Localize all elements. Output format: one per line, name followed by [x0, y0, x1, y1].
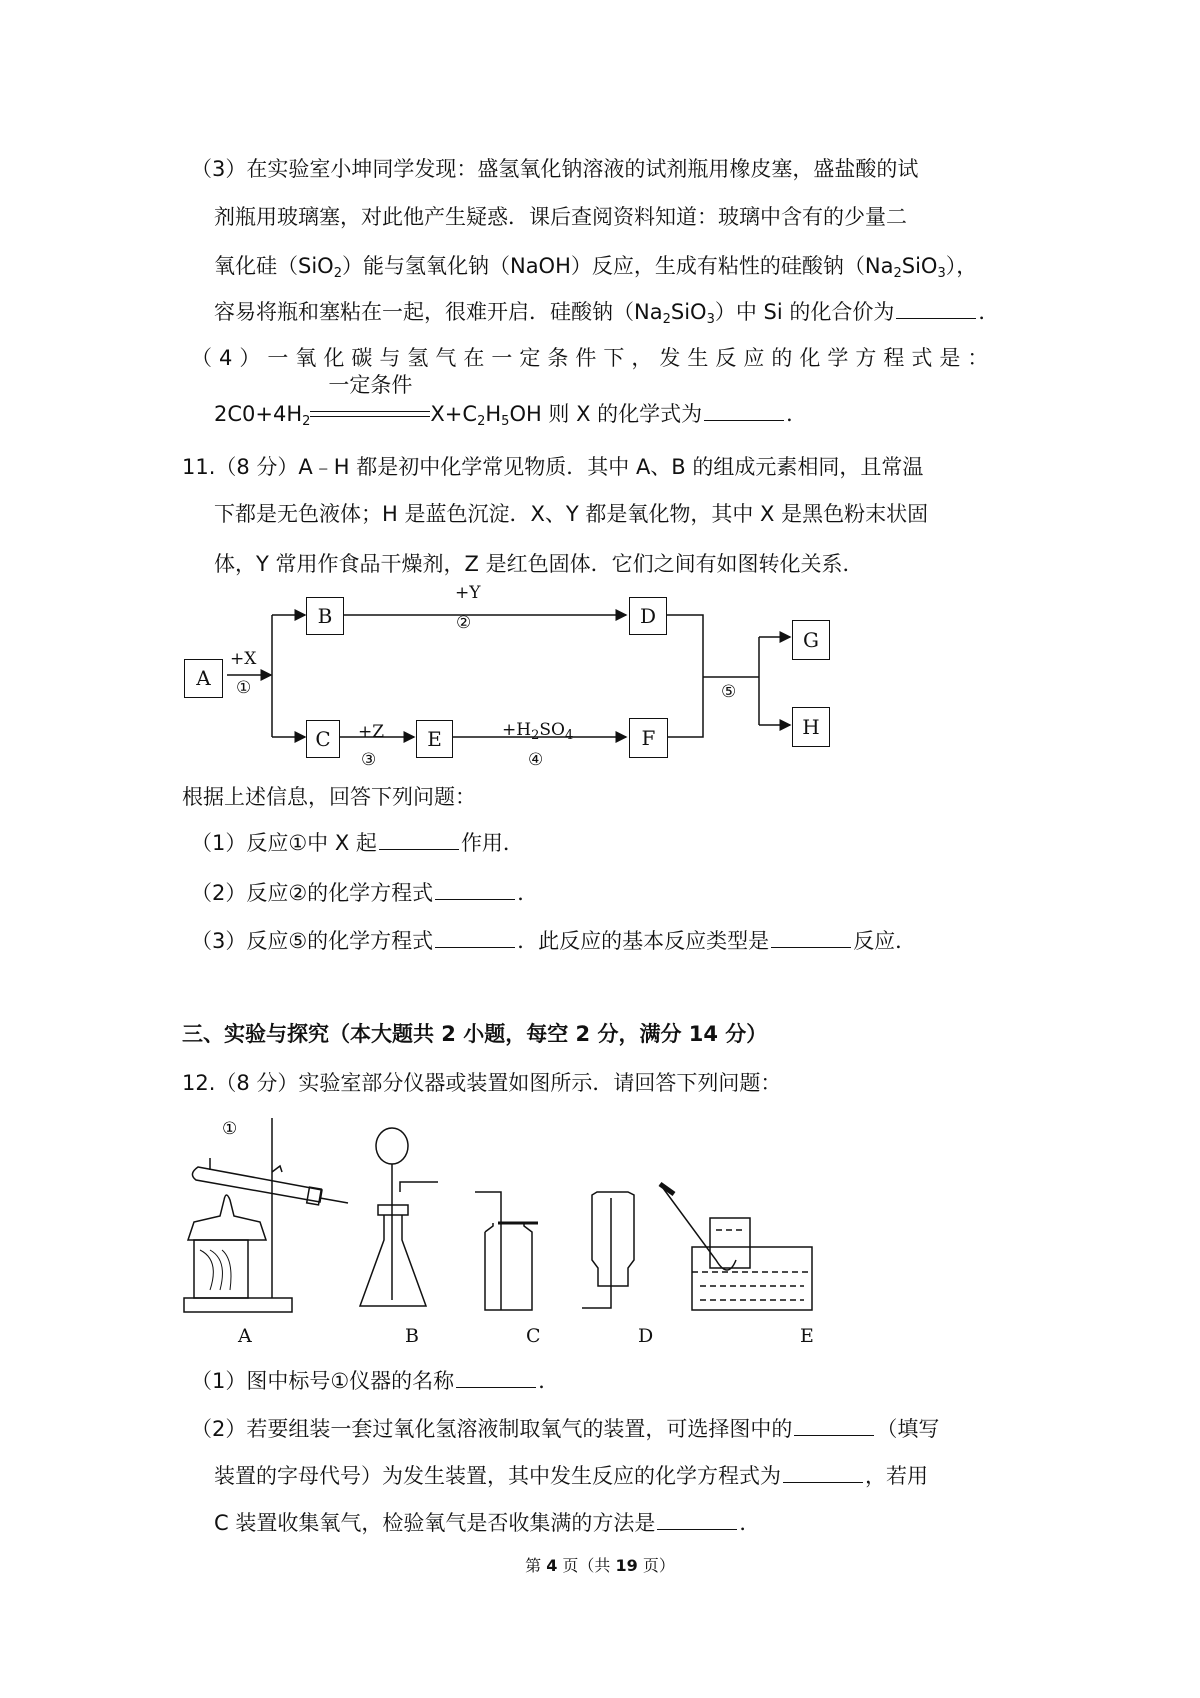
text: ，若用: [865, 1464, 928, 1488]
bottle-d: [592, 1192, 634, 1286]
q10-part3-line3: [214, 252, 977, 280]
stand-base: [184, 1298, 292, 1312]
text: （1）反应①中 X 起: [191, 831, 377, 855]
text: +H: [502, 720, 532, 740]
label-plus-x: +X: [230, 649, 257, 669]
q12-line1: 12.（8 分）实验室部分仪器或装置如图所示．请回答下列问题：: [182, 1071, 782, 1095]
label-plus-z: +Z: [358, 722, 385, 742]
apparatus-label-d: D: [638, 1325, 654, 1347]
text: 2C0+4H: [214, 402, 303, 426]
tube-d: [582, 1198, 611, 1308]
text: ．: [786, 402, 808, 426]
label-reaction-2: ②: [456, 613, 472, 633]
q12-q2-line3: [214, 1509, 760, 1537]
subscript: 4: [564, 728, 574, 743]
q10-part4-equation: [214, 373, 808, 429]
test-tube: [192, 1167, 322, 1202]
box-a: A: [184, 659, 223, 698]
answer-blank[interactable]: [794, 1415, 874, 1436]
text: X+C: [430, 402, 478, 426]
text: ），: [945, 254, 978, 278]
text: ．: [517, 881, 539, 905]
apparatus-c: [475, 1192, 538, 1310]
subscript: 2: [893, 266, 902, 281]
label-plus-h2so4: [502, 720, 574, 743]
subscript: 2: [333, 266, 342, 281]
wood-block: [194, 1240, 248, 1298]
q12-q2-line2: [214, 1462, 928, 1490]
text: C 装置收集氧气，检验氧气是否收集满的方法是: [214, 1511, 656, 1535]
q10-part3-line4: [214, 298, 999, 326]
text: 氧化硅（SiO: [214, 254, 334, 278]
q12-q2-line1: [191, 1415, 939, 1443]
apparatus-label-b: B: [405, 1325, 419, 1347]
wood-grain: [200, 1250, 231, 1290]
q10-part3-line1: （3）在实验室小坤同学发现：盛氢氧化钠溶液的试剂瓶用橡皮塞，盛盐酸的试: [191, 157, 919, 181]
text: 页（共: [557, 1556, 616, 1575]
answer-blank[interactable]: [783, 1462, 863, 1483]
subscript: 2: [531, 728, 540, 743]
conical-flask: [360, 1215, 426, 1306]
subscript: 3: [706, 312, 715, 327]
gas-tube: [400, 1182, 438, 1192]
apparatus-d: [582, 1192, 634, 1308]
flask-stopper: [378, 1205, 408, 1215]
q12-q1: [191, 1367, 559, 1395]
subscript: 3: [937, 266, 946, 281]
text: OH 则 X 的化学式为: [509, 402, 703, 426]
answer-blank[interactable]: [435, 927, 515, 948]
subscript: 5: [501, 414, 510, 429]
page-footer: [0, 1553, 1200, 1576]
clamp: [272, 1166, 282, 1172]
delivery-tube-e: [660, 1184, 736, 1270]
total-pages: 19: [615, 1556, 638, 1575]
delivery-tube: [320, 1198, 348, 1203]
answer-blank[interactable]: [379, 829, 459, 850]
text: （2）若要组装一套过氧化氢溶液制取氧气的装置，可选择图中的: [191, 1417, 793, 1441]
q11-q1: [191, 829, 524, 857]
text: 装置的字母代号）为发生装置，其中发生反应的化学方程式为: [214, 1464, 781, 1488]
flow-diagram: [180, 585, 860, 785]
q11-q3: [191, 927, 916, 955]
text: ）能与氢氧化钠（NaOH）反应，生成有粘性的硅酸钠（Na: [341, 254, 894, 278]
apparatus-b: [360, 1128, 438, 1306]
box-f: F: [629, 718, 668, 758]
subscript: 2: [302, 414, 311, 429]
q11-q2: [191, 879, 538, 907]
box-d: D: [629, 597, 667, 635]
q10-part4-line1: （4）一氧化碳与氢气在一定条件下，发生反应的化学方程式是：: [191, 346, 996, 370]
text: SO: [539, 720, 565, 740]
q11-line2: 下都是无色液体；H 是蓝色沉淀．X、Y 都是氧化物，其中 X 是黑色粉末状固: [214, 502, 929, 526]
text: ．: [739, 1511, 761, 1535]
box-g: G: [792, 620, 830, 660]
answer-blank[interactable]: [771, 927, 851, 948]
answer-blank[interactable]: [435, 879, 515, 900]
q11-line3: 体，Y 常用作食品干燥剂，Z 是红色固体．它们之间有如图转化关系．: [214, 552, 864, 576]
text: SiO: [670, 300, 707, 324]
box-h: H: [792, 707, 830, 747]
alcohol-lamp: [188, 1195, 266, 1240]
apparatus-label-c: C: [526, 1325, 541, 1347]
page-number: 4: [546, 1556, 558, 1575]
q11-intro: 根据上述信息，回答下列问题：: [182, 785, 476, 809]
label-reaction-4: ④: [528, 750, 544, 770]
merge-line: [667, 615, 703, 737]
text: （填写: [876, 1417, 940, 1441]
label-reaction-5: ⑤: [721, 682, 737, 702]
apparatus-label-e: E: [800, 1325, 814, 1347]
box-e: E: [416, 720, 453, 758]
answer-blank[interactable]: [896, 298, 976, 319]
text: 页）: [637, 1556, 675, 1575]
answer-blank[interactable]: [657, 1509, 737, 1530]
text: （2）反应②的化学方程式: [191, 881, 434, 905]
reaction-condition: 一定条件: [328, 373, 413, 397]
q11-line1: 11.（8 分）A﹣H 都是初中化学常见物质．其中 A、B 的组成元素相同，且常温: [182, 455, 924, 479]
apparatus-a: [184, 1118, 348, 1312]
lab-apparatus-figure: [180, 1110, 900, 1320]
label-plus-y: +Y: [455, 583, 481, 603]
text: 反应．: [853, 929, 917, 953]
bottle-c: [485, 1223, 532, 1310]
text: 容易将瓶和塞粘在一起，很难开启．硅酸钠（Na: [214, 300, 663, 324]
text: （1）图中标号①仪器的名称: [191, 1369, 455, 1393]
text: （3）反应⑤的化学方程式: [191, 929, 434, 953]
text: 作用．: [460, 831, 524, 855]
box-b: B: [306, 597, 344, 635]
double-line-icon: [310, 411, 430, 417]
box-c: C: [306, 720, 340, 758]
text: 第: [525, 1556, 547, 1575]
text: H: [485, 402, 502, 426]
label-reaction-3: ③: [361, 750, 377, 770]
text: ．: [978, 300, 1000, 324]
reaction-arrow: [310, 373, 430, 421]
apparatus-label-a: A: [238, 1325, 252, 1347]
answer-blank[interactable]: [704, 400, 784, 421]
subscript: 2: [477, 414, 486, 429]
text: ）中 Si 的化合价为: [714, 300, 895, 324]
text: ．此反应的基本反应类型是: [517, 929, 770, 953]
text: SiO: [901, 254, 938, 278]
funnel-bulb: [376, 1128, 408, 1164]
answer-blank[interactable]: [456, 1367, 536, 1388]
section-3-title: 三、实验与探究（本大题共 2 小题，每空 2 分，满分 14 分）: [182, 1022, 768, 1046]
text: ．: [538, 1369, 560, 1393]
subscript: 2: [662, 312, 671, 327]
marker-label: ①: [222, 1119, 238, 1139]
label-reaction-1: ①: [236, 678, 252, 698]
long-tube: [475, 1192, 501, 1310]
apparatus-e: [660, 1184, 812, 1310]
q10-part3-line2: 剂瓶用玻璃塞，对此他产生疑惑．课后查阅资料知道：玻璃中含有的少量二: [214, 205, 907, 229]
